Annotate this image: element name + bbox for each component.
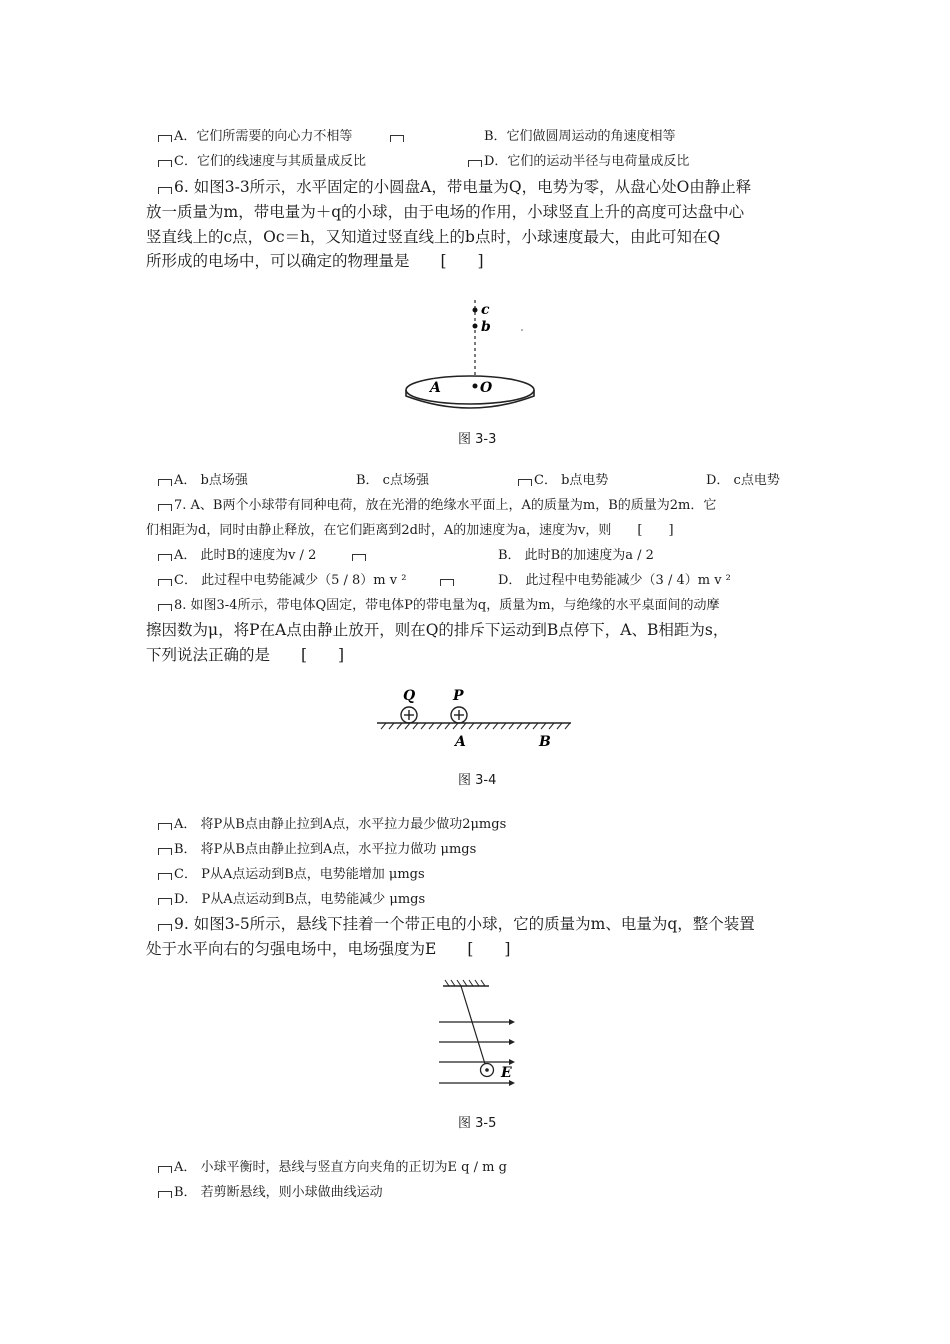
answer-mark-icon [158,504,172,511]
q6-stem-line-4: 所形成的电场中，可以确定的物理量是 [ ] [146,252,484,270]
answer-mark-icon [158,1166,172,1173]
figure-3-5-caption: 图 3-5 [458,1116,497,1131]
q8-stem-line-3: 下列说法正确的是 [ ] [146,646,345,664]
figure-3-5 [425,980,545,1120]
q6-option-a: A． b点场强 [158,474,248,487]
label-a: A [430,380,441,396]
point-o [473,384,478,389]
answer-mark-icon [518,479,532,486]
suspension-string [461,986,485,1064]
q8-option-c: C． P从A点运动到B点，电势能增加 μmgs [158,868,425,881]
answer-mark-icon [440,574,456,587]
q7-option-c: C． 此过程中电势能减少（5 / 8）m v ² [158,574,406,587]
disk-top [406,376,534,404]
answer-mark-icon [468,160,482,167]
q6-stem-line-2: 放一质量为m，带电量为＋q的小球，由于电场的作用，小球竖直上升的高度可达盘中心 [146,203,745,221]
answer-mark-icon [352,549,368,562]
ceiling-hatching [445,980,485,986]
surface-hatching [381,723,570,729]
point-b [473,324,478,329]
answer-mark-icon [390,130,406,143]
label-a: A [455,734,466,750]
answer-mark-icon [158,135,172,142]
label-e: E [501,1065,512,1081]
q6-option-b: B． c点场强 [356,473,429,488]
figure-3-4-caption: 图 3-4 [458,773,497,788]
q7-option-d: D． 此过程中电势能减少（3 / 4）m v ² [498,573,731,588]
q9-stem-line-2: 处于水平向右的匀强电场中，电场强度为E [ ] [146,940,511,958]
answer-mark-icon [158,160,172,167]
q9-option-b: B． 若剪断悬线，则小球做曲线运动 [158,1186,383,1199]
q6-option-d: D． c点电势 [706,473,780,488]
q6-stem-line-1: 6. 如图3-3所示，水平固定的小圆盘A，带电量为Q，电势为零，从盘心处O由静止释 [158,180,751,196]
q7-stem-line-1: 7. A、B两个小球带有同种电荷，放在光滑的绝缘水平面上，A的质量为m，B的质量为2m．它 [158,499,716,512]
answer-mark-icon [158,479,172,486]
figure-3-3-caption: 图 3-3 [458,432,497,447]
q8-option-b: B． 将P从B点由静止拉到A点，水平拉力做功 μmgs [158,843,476,856]
label-p: P [453,688,464,704]
q6-stem-line-3: 竖直线上的c点，Oc＝h，又知道过竖直线上的b点时，小球速度最大，由此可知在Q [146,228,721,246]
q8-stem-line-2: 擦因数为μ，将P在A点由静止放开，则在Q的排斥下运动到B点停下，A、B相距为s， [146,621,729,639]
label-o: O [480,380,493,396]
answer-mark-icon [158,898,172,905]
q7-option-a: A． 此时B的速度为v / 2 [158,549,316,562]
label-b: b [481,319,491,335]
answer-mark-icon [158,873,172,880]
answer-mark-icon [158,924,172,931]
q7-stem-line-2: 们相距为d，同时由静止释放，在它们距离到2d时，A的加速度为a，速度为v，则 [ ] [146,523,674,538]
label-b: B [539,734,551,750]
q6-option-c: C． b点电势 [518,474,608,487]
answer-mark-icon [158,823,172,830]
q8-option-d: D． P从A点运动到B点，电势能减少 μmgs [158,893,425,906]
q8-option-a: A． 将P从B点由静止拉到A点，水平拉力最少做功2μmgs [158,818,506,831]
figure-3-3 [400,292,560,422]
q8-stem-line-1: 8. 如图3-4所示，带电体Q固定，带电体P的带电量为q，质量为m，与绝缘的水平桌面间的动摩 [158,599,720,612]
answer-mark-icon [158,187,172,194]
q5-option-d: D．它们的运动半径与电荷量成反比 [468,155,689,168]
answer-mark-icon [158,604,172,611]
figure-3-4 [375,686,575,750]
q9-stem-line-1: 9. 如图3-5所示，悬线下挂着一个带正电的小球，它的质量为m、电量为q，整个装置 [158,917,755,933]
point-c [473,308,478,313]
q9-option-a: A． 小球平衡时，悬线与竖直方向夹角的正切为E q / m g [158,1161,507,1174]
answer-mark-icon [158,554,172,561]
answer-mark-icon [158,579,172,586]
answer-mark-icon [158,848,172,855]
q5-option-c: C．它们的线速度与其质量成反比 [158,155,366,168]
label-c: c [481,302,490,318]
label-q: Q [403,688,416,704]
answer-mark-icon [158,1191,172,1198]
q5-option-b: B．它们做圆周运动的角速度相等 [484,129,676,144]
q7-option-b: B． 此时B的加速度为a / 2 [498,548,654,563]
q5-option-a: A．它们所需要的向心力不相等 [158,130,352,143]
